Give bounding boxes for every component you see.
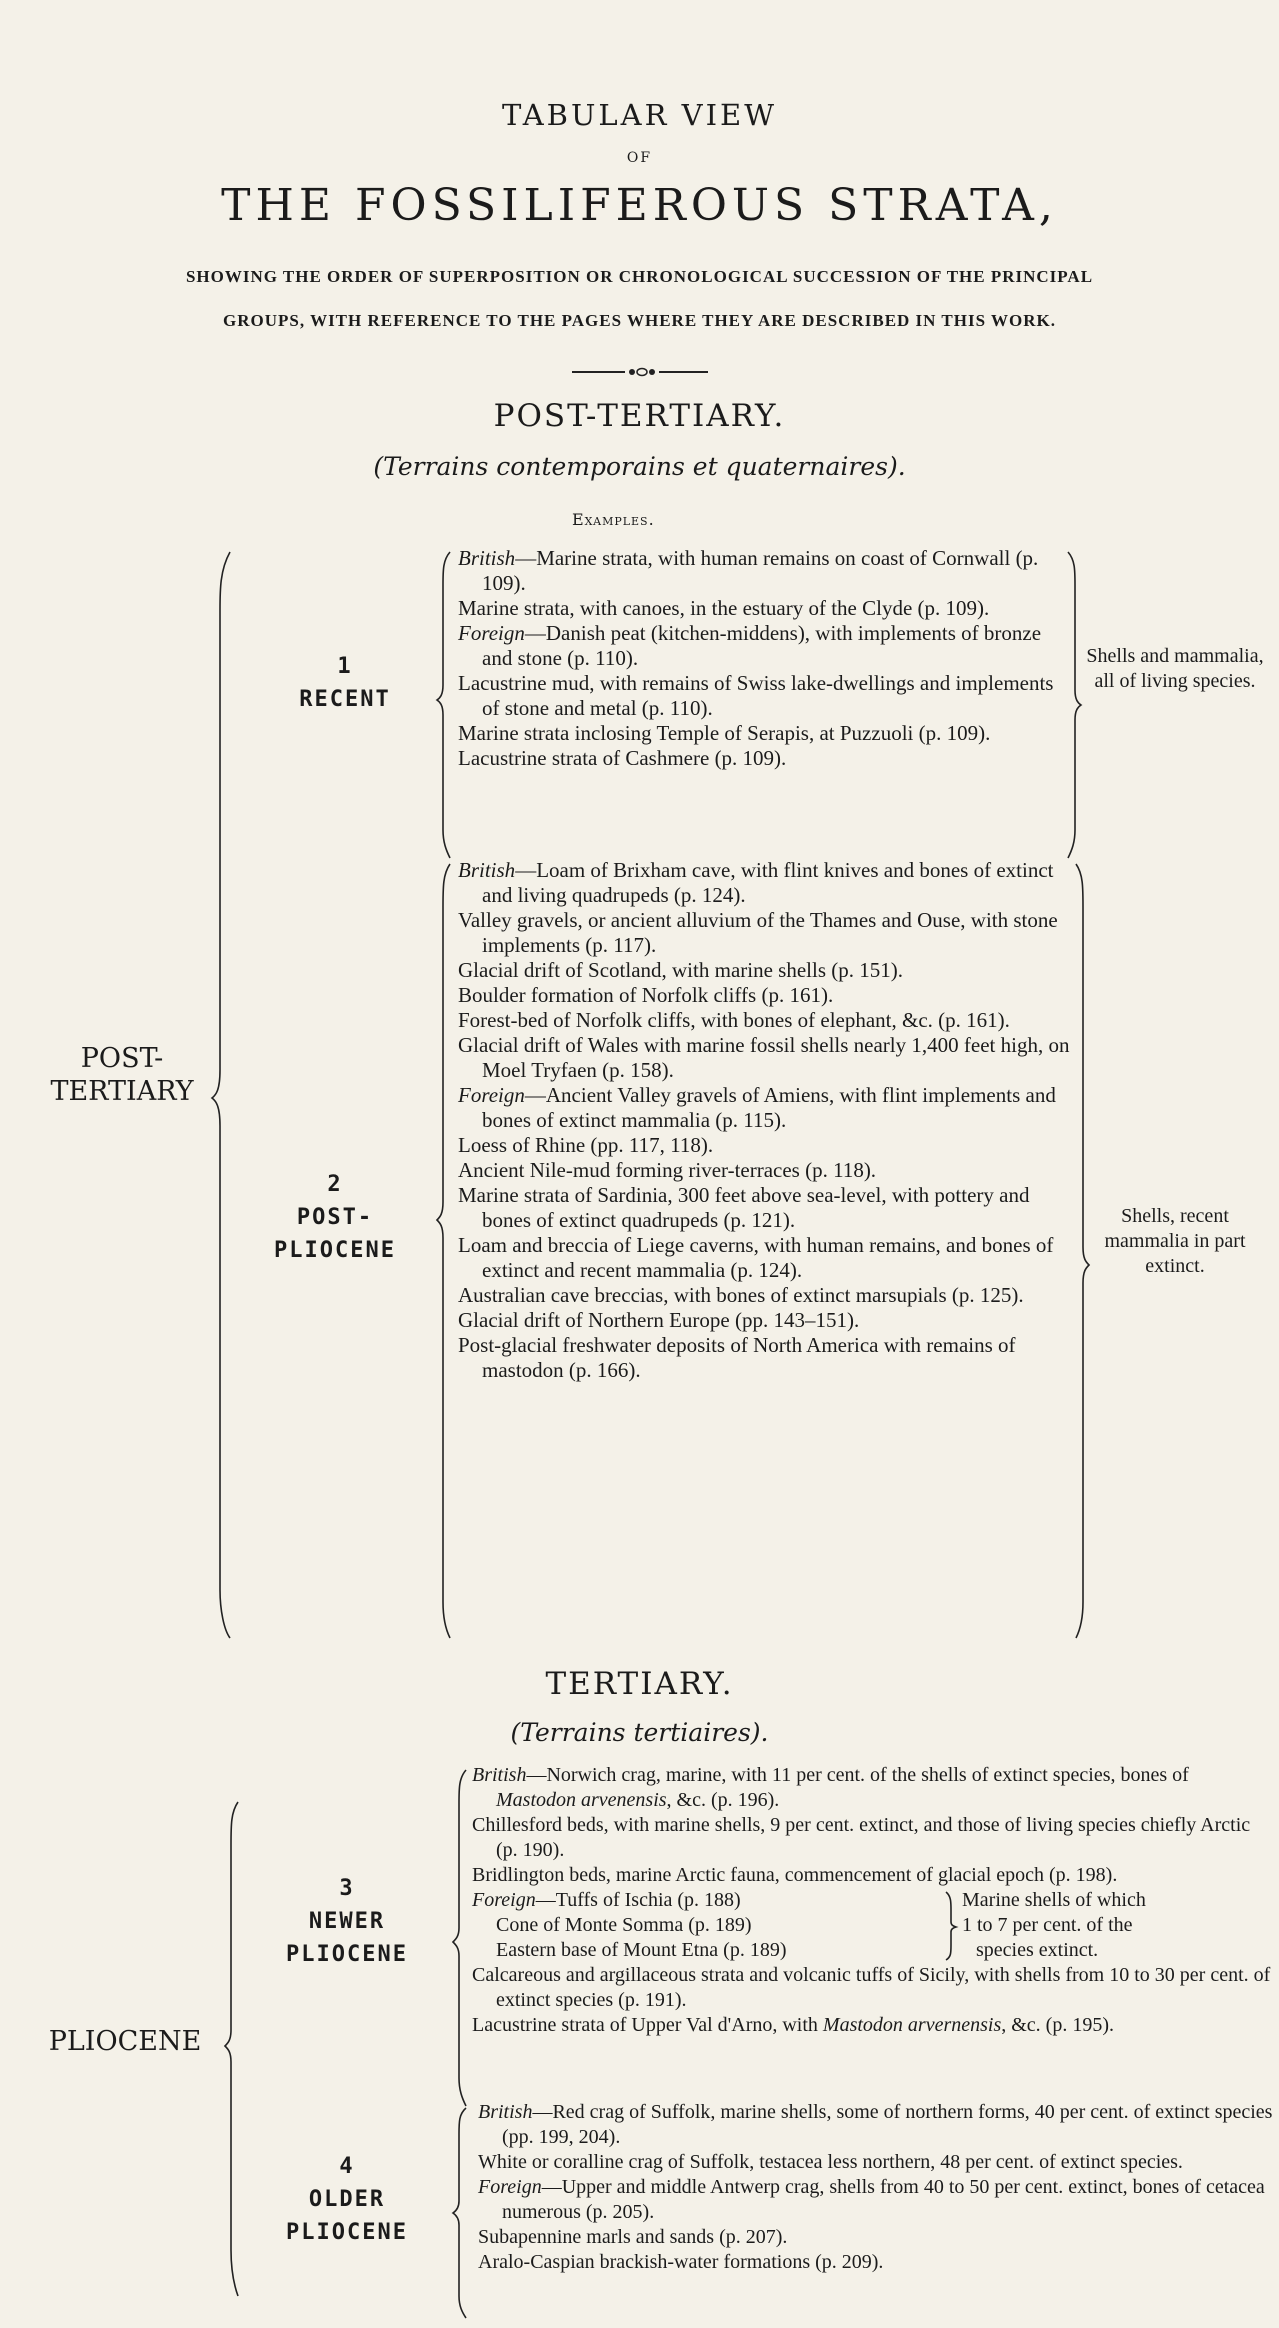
group-recent-brace	[436, 550, 456, 860]
group-number: 2	[327, 1172, 343, 1197]
pp-foreign-6: Australian cave breccias, with bones of extinct marsupials (p. 125).	[458, 1283, 1024, 1307]
group-name-line-1: OLDER	[308, 2187, 386, 2212]
group-name-line-2: PLIOCENE	[274, 1238, 396, 1263]
era-post-tertiary-brace	[212, 550, 232, 1640]
newer-pliocene-examples	[472, 1763, 1272, 2038]
op-british-2: White or coralline crag of Suffolk, testacea less northern, 48 per cent. of extinct species.	[478, 2151, 1183, 2173]
subtitle	[0, 255, 1279, 343]
pp-foreign-7: Glacial drift of Northern Europe (pp. 143–151).	[458, 1308, 860, 1332]
op-british-1: British—Red crag of Suffolk, marine shells, some of northern forms, 40 per cent. of extinct species (pp. 199, 204).	[478, 2101, 1273, 2148]
older-pliocene-examples	[478, 2100, 1274, 2275]
op-foreign-1: Foreign—Upper and middle Antwerp crag, shells from 40 to 50 per cent. extinct, bones of cetacea numerous (p. 205).	[478, 2176, 1265, 2223]
pp-british-6: Glacial drift of Wales with marine fossil shells nearly 1,400 feet high, on Moel Tryfaen (p. 158).	[458, 1033, 1070, 1082]
pp-foreign-5: Loam and breccia of Liege caverns, with human remains, and bones of extinct and recent mammalia (p. 124).	[458, 1233, 1054, 1282]
group-recent	[240, 650, 450, 716]
pp-british-5: Forest-bed of Norfolk cliffs, with bones of elephant, &c. (p. 161).	[458, 1008, 1010, 1032]
subtitle-line-2: GROUPS, WITH REFERENCE TO THE PAGES WHERE THEY ARE DESCRIBED IN THIS WORK.	[223, 311, 1056, 330]
group-name-line-2: PLIOCENE	[286, 2220, 408, 2245]
np-bracket-note-2: 1 to 7 per cent. of the	[962, 1914, 1133, 1936]
np-foreign-list	[472, 1888, 942, 1963]
pp-british-1: British—Loam of Brixham cave, with flint knives and bones of extinct and living quadrupeds (p. 124).	[458, 858, 1054, 907]
recent-examples	[458, 546, 1070, 771]
page-title: THE FOSSILIFEROUS STRATA,	[221, 180, 1058, 231]
tertiary-subheading: (Terrains tertiaires).	[510, 1718, 769, 1747]
pp-british-2: Valley gravels, or ancient alluvium of the Thames and Ouse, with stone implements (p. 117).	[458, 908, 1058, 957]
british-label: British	[458, 546, 516, 570]
british-label: British	[478, 2101, 533, 2123]
tertiary-heading: TERTIARY.	[545, 1666, 734, 1702]
pp-british-3: Glacial drift of Scotland, with marine shells (p. 151).	[458, 958, 903, 982]
era-pliocene: PLIOCENE	[48, 2026, 202, 2057]
np-british-2: Chillesford beds, with marine shells, 9 per cent. extinct, and those of living species chiefly Arctic (p. 190).	[472, 1814, 1251, 1861]
group-name-line-1: POST-	[296, 1205, 374, 1230]
np-foreign-2: Cone of Monte Somma (p. 189)	[496, 1914, 752, 1936]
recent-line-4: Lacustrine mud, with remains of Swiss lake-dwellings and implements of stone and metal (p. 110).	[458, 671, 1054, 720]
pp-foreign-3: Ancient Nile-mud forming river-terraces (p. 118).	[458, 1158, 877, 1182]
np-bracket-note	[962, 1888, 1279, 1963]
group-post-pliocene	[230, 1168, 440, 1267]
group-number: 1	[337, 654, 353, 679]
post-pliocene-side-note: Shells, recent mammalia in part extinct.	[1104, 1205, 1246, 1277]
group-name-line-1: NEWER	[308, 1909, 386, 1934]
recent-line-6: Lacustrine strata of Cashmere (p. 109).	[458, 746, 787, 770]
pp-british-4: Boulder formation of Norfolk cliffs (p. 161).	[458, 983, 834, 1007]
group-name-line-2: PLIOCENE	[286, 1942, 408, 1967]
british-label: British	[472, 1764, 527, 1786]
foreign-label: Foreign	[458, 1083, 525, 1107]
pp-foreign-4: Marine strata of Sardinia, 300 feet above sea-level, with pottery and bones of extinct quadrupeds (p. 121).	[458, 1183, 1030, 1232]
np-foreign-block	[472, 1888, 1272, 1963]
op-foreign-2: Subapennine marls and sands (p. 207).	[478, 2226, 788, 2248]
title-top: TABULAR VIEW	[501, 98, 778, 132]
np-british-3: Bridlington beds, marine Arctic fauna, commencement of glacial epoch (p. 198).	[472, 1864, 1118, 1886]
post-pliocene-examples	[458, 858, 1078, 1383]
pp-foreign-2: Loess of Rhine (pp. 117, 118).	[458, 1133, 714, 1157]
group-newer-pliocene-brace	[452, 1768, 472, 2108]
recent-line-2: Marine strata, with canoes, in the estuary of the Clyde (p. 109).	[458, 596, 990, 620]
np-bracket-note-3: species extinct.	[976, 1939, 1099, 1961]
op-foreign-3: Aralo-Caspian brackish-water formations (p. 209).	[478, 2251, 884, 2273]
pp-foreign-1: Foreign—Ancient Valley gravels of Amiens, with flint implements and bones of extinct mammalia (p. 115).	[458, 1083, 1056, 1132]
np-more-1: Calcareous and argillaceous strata and volcanic tuffs of Sicily, with shells from 10 to 30 per cent. of extinct species (p. 191).	[472, 1964, 1271, 2011]
np-more-2: Lacustrine strata of Upper Val d'Arno, with Mastodon arvernensis, &c. (p. 195).	[472, 2014, 1115, 2036]
pp-foreign-8: Post-glacial freshwater deposits of North America with remains of mastodon (p. 166).	[458, 1333, 1016, 1382]
group-post-pliocene-brace	[436, 862, 456, 1642]
recent-side-note: Shells and mammalia, all of living species.	[1086, 645, 1264, 692]
recent-line-1: British—Marine strata, with human remains on coast of Cornwall (p. 109).	[458, 546, 1039, 595]
subtitle-line-1: SHOWING THE ORDER OF SUPERPOSITION OR CHRONOLOGICAL SUCCESSION OF THE PRINCIPAL	[185, 267, 1094, 286]
np-british-1: British—Norwich crag, marine, with 11 per cent. of the shells of extinct species, bones of Mastodon arvenensis, &c. (p. 196).	[472, 1764, 1189, 1811]
ornament-divider-icon	[570, 365, 710, 379]
np-bracket-note-1: Marine shells of which	[962, 1889, 1146, 1911]
foreign-label: Foreign	[478, 2176, 542, 2198]
recent-line-5: Marine strata inclosing Temple of Serapis, at Puzzuoli (p. 109).	[458, 721, 991, 745]
np-foreign-brace	[944, 1890, 958, 1962]
group-name: RECENT	[299, 687, 391, 712]
foreign-label: Foreign	[458, 621, 525, 645]
examples-label: Examples.	[572, 510, 655, 529]
group-newer-pliocene	[242, 1872, 452, 1971]
era-line-1: POST-	[80, 1043, 164, 1074]
np-foreign-3: Eastern base of Mount Etna (p. 189)	[496, 1939, 787, 1961]
post-tertiary-heading: POST-TERTIARY.	[493, 398, 786, 434]
post-tertiary-subheading: (Terrains contemporains et quaternaires).	[373, 452, 906, 481]
recent-line-3: Foreign—Danish peat (kitchen-middens), with implements of bronze and stone (p. 110).	[458, 621, 1042, 670]
foreign-label: Foreign	[472, 1889, 536, 1911]
era-line-2: TERTIARY	[50, 1076, 194, 1107]
group-number: 3	[339, 1876, 355, 1901]
title-of: OF	[626, 150, 653, 166]
era-pliocene-brace	[224, 1800, 244, 2300]
np-foreign-1: Foreign—Tuffs of Ischia (p. 188)	[472, 1889, 741, 1911]
group-older-pliocene	[242, 2150, 452, 2249]
group-number: 4	[339, 2154, 355, 2179]
era-post-tertiary	[22, 1042, 222, 1108]
group-older-pliocene-brace	[452, 2106, 472, 2321]
british-label: British	[458, 858, 516, 882]
recent-right-brace	[1066, 550, 1086, 860]
